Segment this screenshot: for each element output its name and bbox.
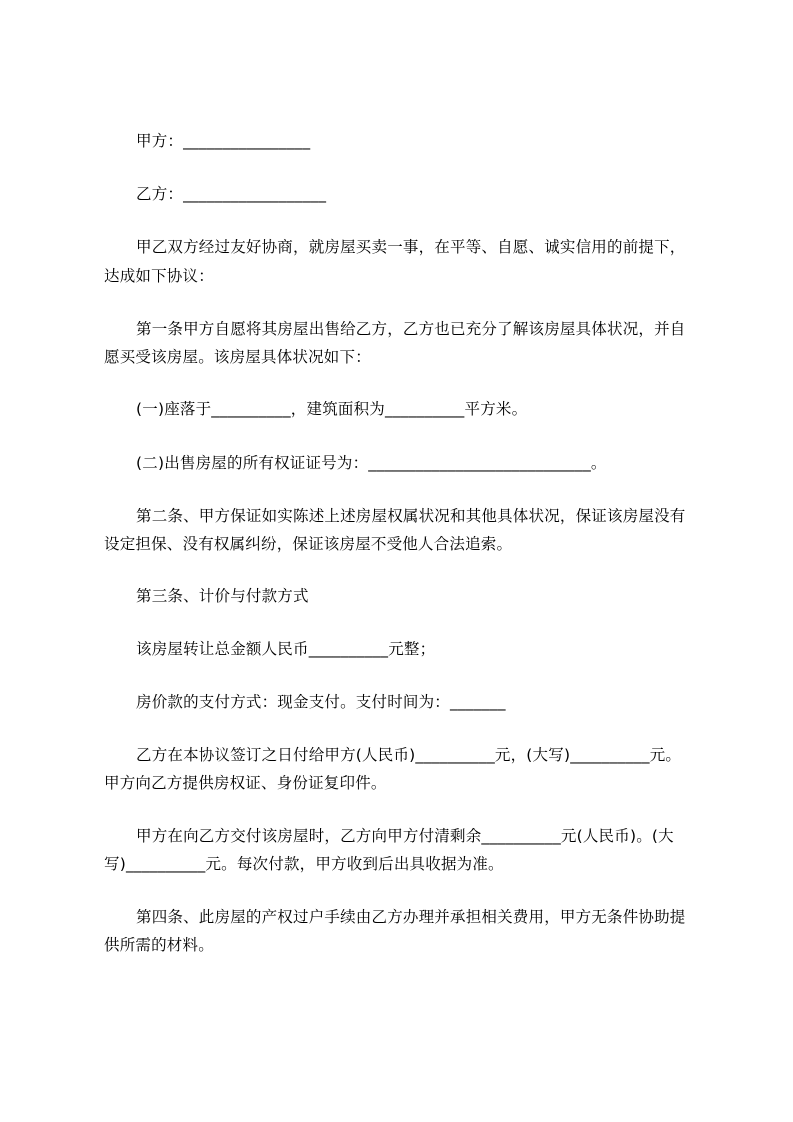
party-a-line: 甲方：________________ <box>136 132 311 150</box>
article-1-line-2: 愿买受该房屋。该房屋具体状况如下： <box>104 348 371 366</box>
article-3-deposit-line-1: 乙方在本协议签订之日付给甲方(人民币)__________元，(大写)__________元。 <box>136 746 682 764</box>
article-1-item-2: (二)出售房屋的所有权证证号为：____________________________。 <box>136 454 607 472</box>
article-3-payment-method: 房价款的支付方式：现金支付。支付时间为：_______ <box>136 693 506 711</box>
article-3-balance-line-1: 甲方在向乙方交付该房屋时，乙方向甲方付清剩余__________元(人民币)。(大 <box>136 827 674 845</box>
article-3-balance-line-2: 写)__________元。每次付款，甲方收到后出具收据为准。 <box>104 855 504 873</box>
article-4-line-1: 第四条、此房屋的产权过户手续由乙方办理并承担相关费用，甲方无条件协助提 <box>136 908 686 926</box>
article-2-line-2: 设定担保、没有权属纠纷，保证该房屋不受他人合法追索。 <box>104 535 513 553</box>
article-3-deposit-line-2: 甲方向乙方提供房权证、身份证复印件。 <box>104 774 387 792</box>
article-1-item-1: (一)座落于__________，建筑面积为__________平方米。 <box>136 400 528 418</box>
party-b-line: 乙方：__________________ <box>136 185 327 203</box>
article-2-line-1: 第二条、甲方保证如实陈述上述房屋权属状况和其他具体状况，保证该房屋没有 <box>136 507 686 525</box>
article-1-line-1: 第一条甲方自愿将其房屋出售给乙方，乙方也已充分了解该房屋具体状况，并自 <box>136 320 686 338</box>
article-3-heading: 第三条、计价与付款方式 <box>136 587 309 605</box>
article-4-line-2: 供所需的材料。 <box>104 936 214 954</box>
article-3-total-price: 该房屋转让总金额人民币__________元整； <box>136 640 436 658</box>
intro-paragraph-line-2: 达成如下协议： <box>104 267 214 285</box>
intro-paragraph-line-1: 甲乙双方经过友好协商，就房屋买卖一事，在平等、自愿、诚实信用的前提下， <box>136 238 686 256</box>
